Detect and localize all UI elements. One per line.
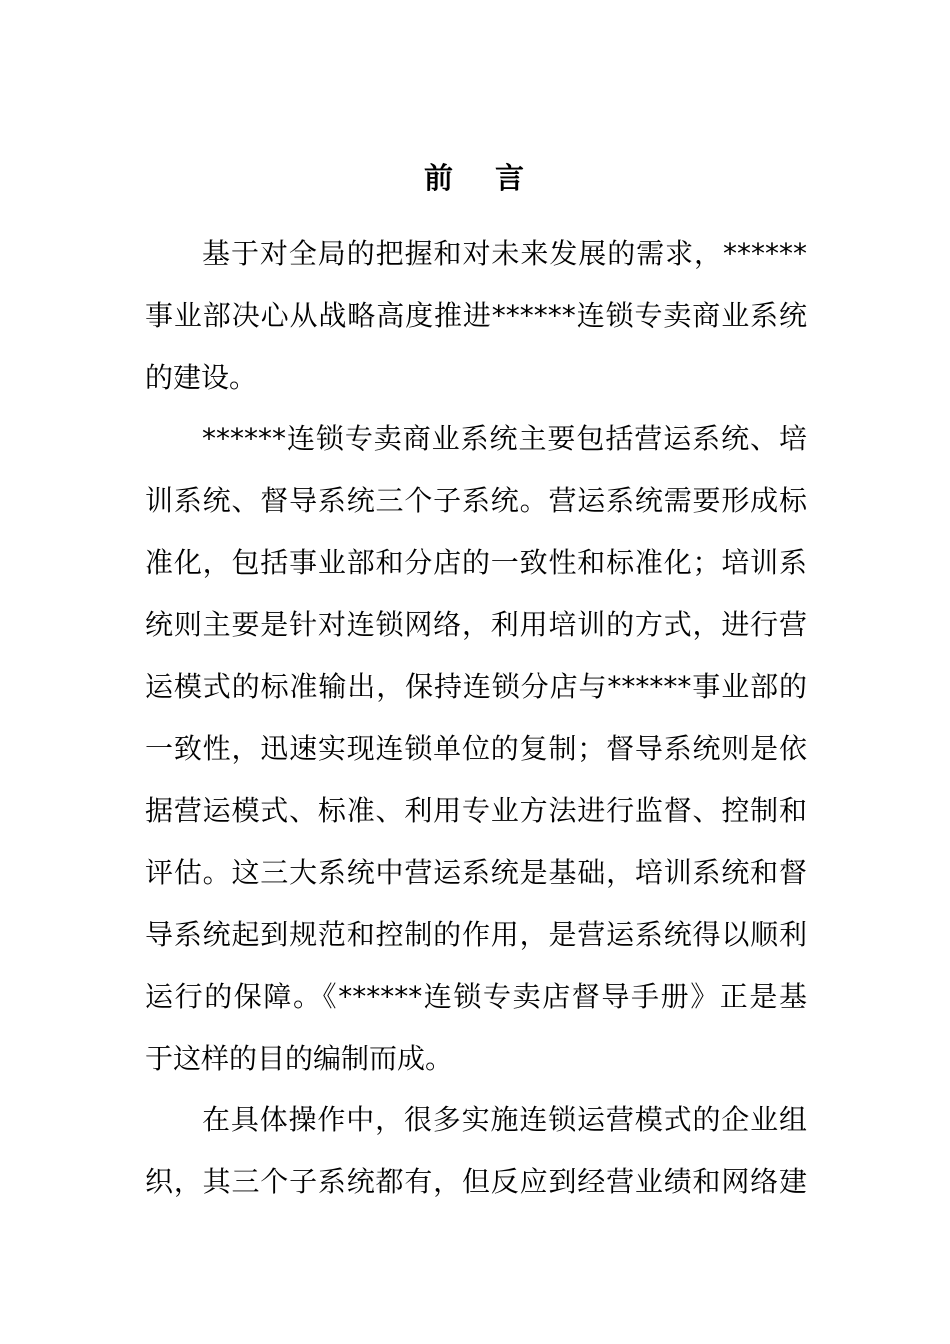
paragraph-2-line-9: 导系统起到规范和控制的作用，是营运系统得以顺利 xyxy=(145,918,807,951)
paragraph-1-line-1: 基于对全局的把握和对未来发展的需求，****** xyxy=(202,237,807,270)
paragraph-2-line-3: 准化，包括事业部和分店的一致性和标准化；培训系 xyxy=(145,546,807,579)
paragraph-2-line-10: 运行的保障。《******连锁专卖店督导手册》正是基 xyxy=(145,980,807,1013)
paragraph-2-line-5: 运模式的标准输出，保持连锁分店与******事业部的 xyxy=(145,670,807,703)
paragraph-1-line-3: 的建设。 xyxy=(145,361,258,394)
page-title: 前 言 xyxy=(423,161,541,195)
paragraph-2-line-4: 统则主要是针对连锁网络，利用培训的方式，进行营 xyxy=(145,608,807,641)
paragraph-3-line-2: 织，其三个子系统都有，但反应到经营业绩和网络建 xyxy=(145,1165,807,1198)
paragraph-2-line-1: ******连锁专卖商业系统主要包括营运系统、培 xyxy=(202,422,807,455)
paragraph-2-line-11: 于这样的目的编制而成。 xyxy=(145,1042,454,1075)
paragraph-2-line-8: 评估。这三大系统中营运系统是基础，培训系统和督 xyxy=(145,856,807,889)
paragraph-2-line-7: 据营运模式、标准、利用专业方法进行监督、控制和 xyxy=(145,794,807,827)
paragraph-2-line-6: 一致性，迅速实现连锁单位的复制；督导系统则是依 xyxy=(145,732,807,765)
paragraph-1-line-2: 事业部决心从战略高度推进******连锁专卖商业系统 xyxy=(145,299,807,332)
paragraph-3-line-1: 在具体操作中，很多实施连锁运营模式的企业组 xyxy=(202,1103,807,1136)
paragraph-2-line-2: 训系统、督导系统三个子系统。营运系统需要形成标 xyxy=(145,484,807,517)
